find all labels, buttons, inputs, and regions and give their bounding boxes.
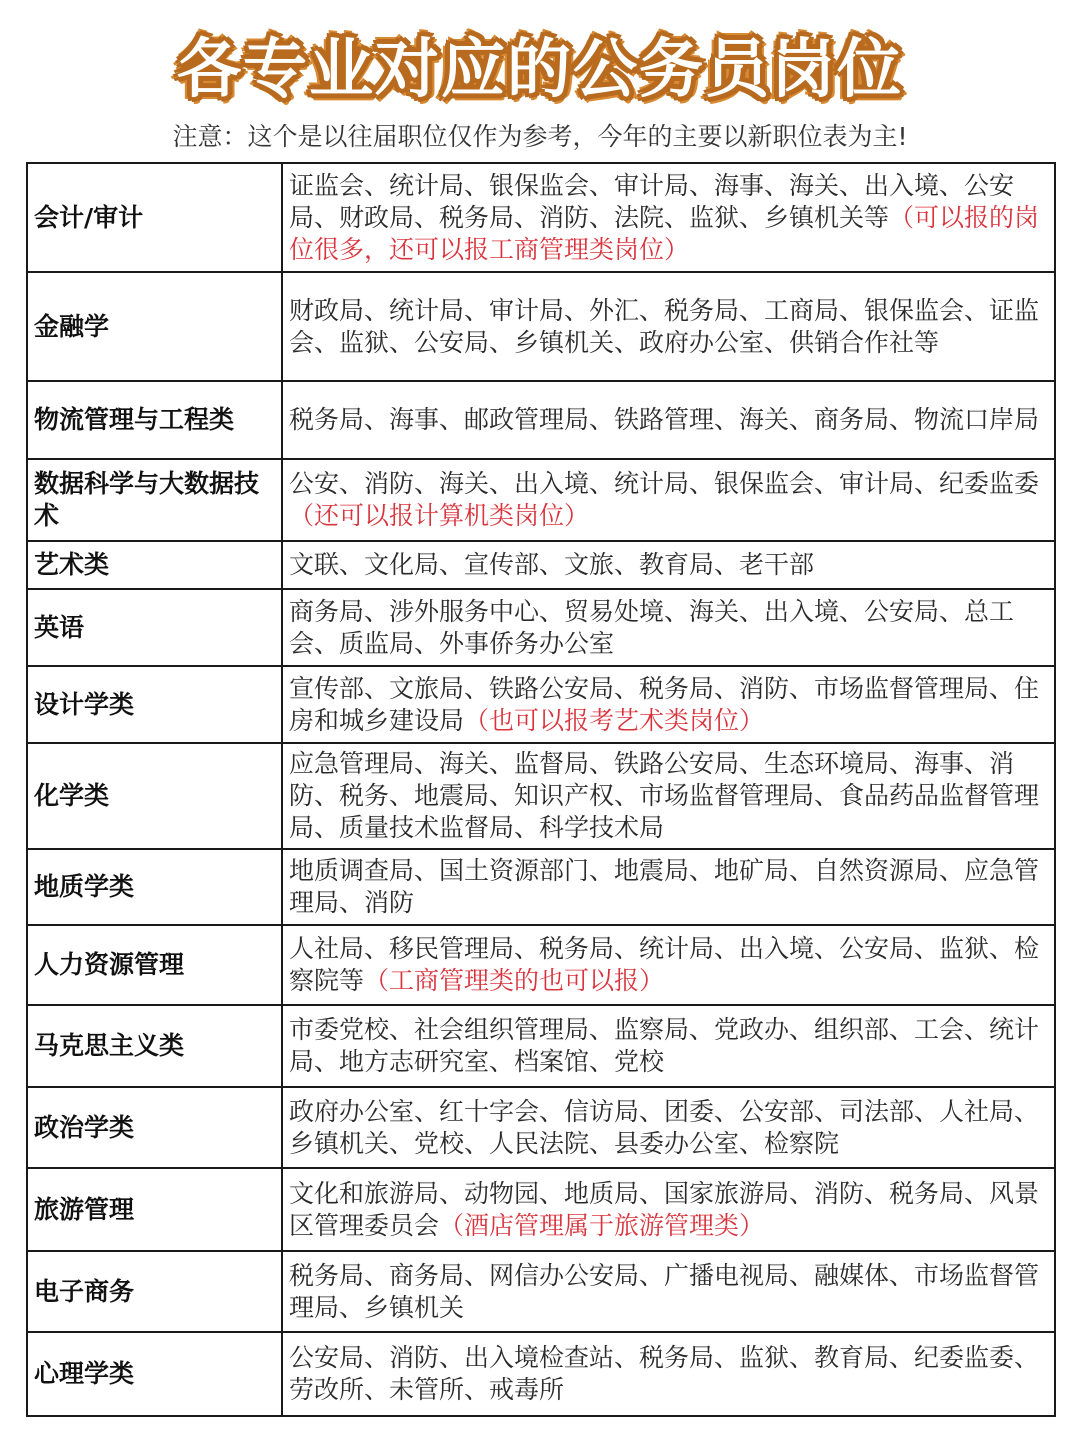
disclaimer-note: 注意：这个是以往届职位仅作为参考，今年的主要以新职位表为主! [172, 122, 908, 151]
jobs-note: （酒店管理属于旅游管理类） [439, 1210, 765, 1240]
table-row [27, 925, 1055, 1005]
major-cell: 物流管理与工程类 [27, 381, 282, 459]
jobs-text: 税务局、商务局、网信办公安局、广播电视局、融媒体、市场监督管理局、乡镇机关 [289, 1260, 1040, 1322]
jobs-text: 商务局、涉外服务中心、贸易处境、海关、出入境、公安局、总工会、质监局、外事侨务办公室 [289, 596, 1015, 658]
jobs-cell [282, 272, 1055, 381]
jobs-text: 公安、消防、海关、出入境、统计局、银保监会、审计局、纪委监委 [289, 469, 1040, 498]
table-row [27, 743, 1055, 849]
jobs-text: 税务局、海事、邮政管理局、铁路管理、海关、商务局、物流口岸局 [289, 405, 1040, 434]
jobs-cell [282, 589, 1055, 666]
jobs-text: 宣传部、文旅局、铁路公安局、税务局、消防、市场监督管理局、住房和城乡建设局 [289, 673, 1040, 735]
major-cell: 艺术类 [27, 541, 282, 589]
major-jobs-table [26, 162, 1056, 1417]
jobs-cell [282, 743, 1055, 849]
jobs-note: （还可以报计算机类岗位） [289, 501, 590, 530]
table-row [27, 381, 1055, 459]
jobs-cell [282, 381, 1055, 459]
jobs-text: 文化和旅游局、动物园、地质局、国家旅游局、消防、税务局、风景区管理委员会 [289, 1178, 1040, 1240]
page-title: 各专业对应的公务员岗位 [177, 33, 903, 107]
table-row [27, 1251, 1055, 1332]
jobs-cell [282, 925, 1055, 1005]
jobs-text: 公安局、消防、出入境检查站、税务局、监狱、教育局、纪委监委、劳改所、未管所、戒毒所 [289, 1343, 1040, 1404]
major-cell: 金融学 [27, 272, 282, 381]
major-cell: 英语 [27, 589, 282, 666]
jobs-cell [282, 1168, 1055, 1251]
jobs-cell [282, 541, 1055, 589]
jobs-cell [282, 459, 1055, 541]
table-row [27, 1332, 1055, 1416]
major-cell: 心理学类 [27, 1332, 282, 1416]
major-cell: 化学类 [27, 743, 282, 849]
major-cell: 会计/审计 [27, 163, 282, 272]
table-row [27, 163, 1055, 272]
table-row [27, 666, 1055, 743]
major-cell: 旅游管理 [27, 1168, 282, 1251]
table-row [27, 541, 1055, 589]
jobs-cell [282, 1332, 1055, 1416]
major-cell: 马克思主义类 [27, 1005, 282, 1087]
major-cell: 地质学类 [27, 849, 282, 925]
table-row [27, 589, 1055, 666]
table-row [27, 849, 1055, 925]
jobs-text: 人社局、移民管理局、税务局、统计局、出入境、公安局、监狱、检察院等 [289, 934, 1040, 995]
jobs-cell [282, 1005, 1055, 1087]
major-cell: 数据科学与大数据技术 [27, 459, 282, 541]
major-cell: 政治学类 [27, 1087, 282, 1168]
jobs-note: （工商管理类的也可以报） [364, 966, 665, 995]
table-row [27, 272, 1055, 381]
title-banner [0, 18, 1080, 110]
jobs-text: 应急管理局、海关、监督局、铁路公安局、生态环境局、海事、消防、税务、地震局、知识产权、市场监督管理局、食品药品监督管理局、质量技术监督局、科学技术局 [289, 749, 1040, 842]
major-cell: 电子商务 [27, 1251, 282, 1332]
jobs-text: 证监会、统计局、银保监会、审计局、海事、海关、出入境、公安局、财政局、税务局、消防、法院、监狱、乡镇机关等 [289, 170, 1015, 232]
jobs-text: 地质调查局、国土资源部门、地震局、地矿局、自然资源局、应急管理局、消防 [289, 856, 1040, 917]
jobs-note: （可以报的岗位很多，还可以报工商管理类岗位） [289, 202, 1040, 264]
jobs-cell [282, 1251, 1055, 1332]
table-row [27, 1087, 1055, 1168]
table-row [27, 459, 1055, 541]
jobs-note: （也可以报考艺术类岗位） [464, 705, 765, 735]
table-row [27, 1005, 1055, 1087]
jobs-cell [282, 849, 1055, 925]
jobs-text: 财政局、统计局、审计局、外汇、税务局、工商局、银保监会、证监会、监狱、公安局、乡镇机关、政府办公室、供销合作社等 [289, 295, 1040, 357]
table-row [27, 1168, 1055, 1251]
major-cell: 人力资源管理 [27, 925, 282, 1005]
jobs-cell [282, 666, 1055, 743]
jobs-cell [282, 1087, 1055, 1168]
jobs-text: 市委党校、社会组织管理局、监察局、党政办、组织部、工会、统计局、地方志研究室、档案馆、党校 [289, 1015, 1040, 1076]
major-cell: 设计学类 [27, 666, 282, 743]
jobs-text: 政府办公室、红十字会、信访局、团委、公安部、司法部、人社局、乡镇机关、党校、人民法院、县委办公室、检察院 [289, 1096, 1040, 1158]
jobs-cell [282, 163, 1055, 272]
jobs-text: 文联、文化局、宣传部、文旅、教育局、老干部 [289, 550, 815, 579]
